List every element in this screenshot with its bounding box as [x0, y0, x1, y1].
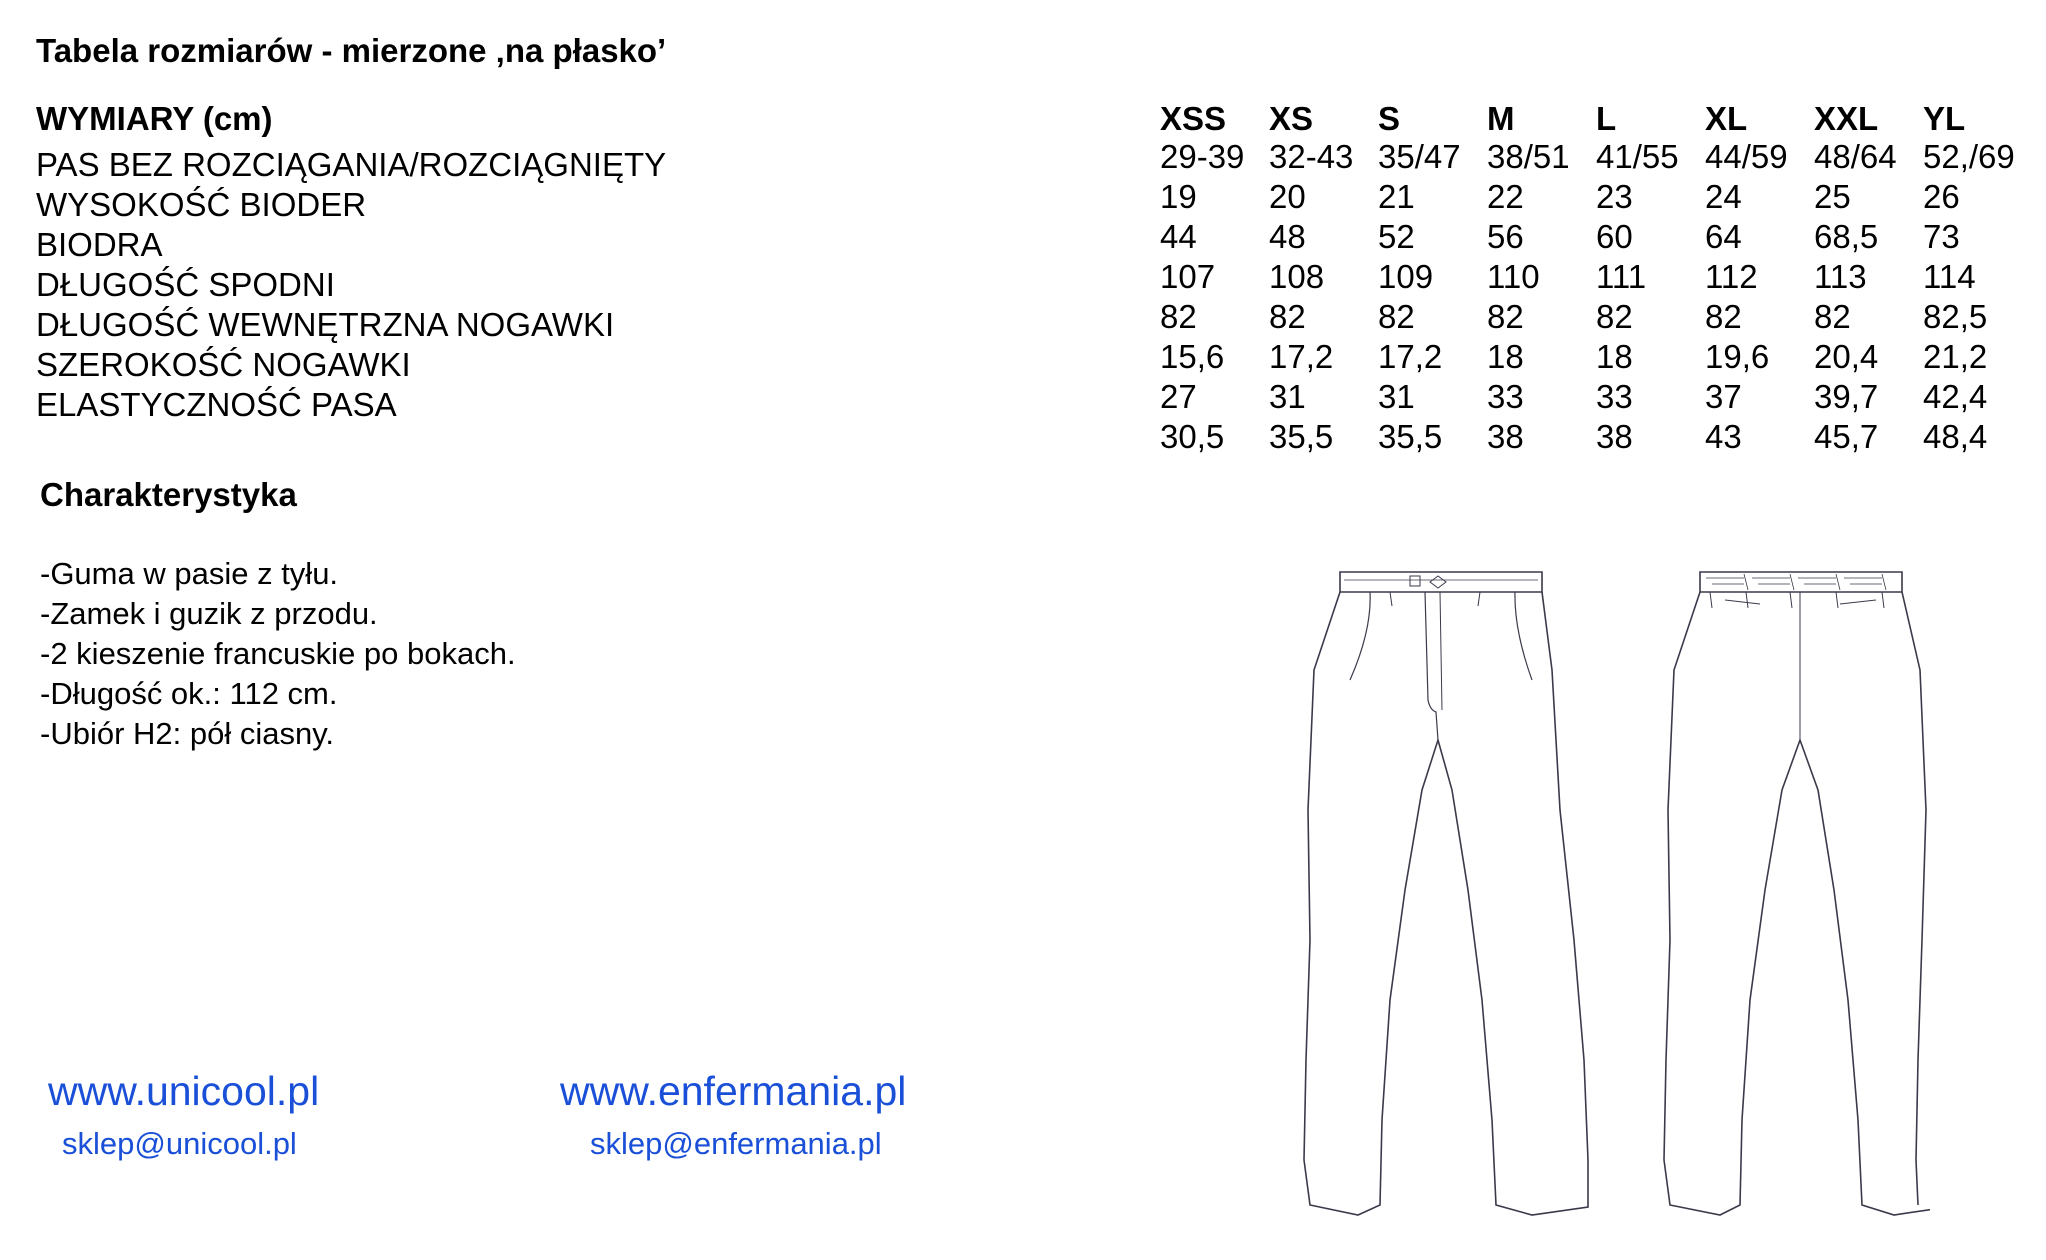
feature-item: -Guma w pasie z tyłu.: [40, 556, 339, 591]
table-cell: 25: [1814, 178, 1851, 215]
table-cell: 17,2: [1378, 338, 1443, 375]
table-cell: 52,/69: [1923, 138, 2015, 175]
table-cell: 48,4: [1923, 418, 1988, 455]
table-cell: 22: [1487, 178, 1524, 215]
table-cell: 19,6: [1705, 338, 1770, 375]
table-cell: 110: [1487, 258, 1540, 295]
table-cell: 33: [1596, 378, 1633, 415]
table-cell: 108: [1269, 258, 1325, 295]
trousers-technical-drawing: [1270, 560, 1930, 1230]
table-cell: 32-43: [1269, 138, 1354, 175]
table-cell: 82: [1596, 298, 1633, 335]
table-cell: 82: [1814, 298, 1851, 335]
table-cell: 113: [1814, 258, 1867, 295]
trousers-back-view: [1664, 572, 1930, 1215]
size-header-xss: XSS: [1160, 100, 1227, 137]
feature-item: -Zamek i guzik z przodu.: [40, 596, 378, 631]
table-cell: 29-39: [1160, 138, 1245, 175]
table-cell: 39,7: [1814, 378, 1879, 415]
table-cell: 20,4: [1814, 338, 1879, 375]
row-label-inseam: DŁUGOŚĆ WEWNĘTRZNA NOGAWKI: [36, 306, 615, 343]
table-header-label: WYMIARY (cm): [36, 100, 273, 137]
row-label-leg-width: SZEROKOŚĆ NOGAWKI: [36, 346, 411, 383]
size-header-yl: YL: [1923, 100, 1966, 137]
table-cell: 44: [1160, 218, 1197, 255]
table-cell: 107: [1160, 258, 1216, 295]
page-title: Tabela rozmiarów - mierzone ‚na płasko’: [36, 32, 667, 69]
table-cell: 35,5: [1378, 418, 1443, 455]
table-cell: 42,4: [1923, 378, 1988, 415]
table-cell: 23: [1596, 178, 1633, 215]
table-cell: 31: [1378, 378, 1415, 415]
table-cell: 24: [1705, 178, 1742, 215]
row-label-length: DŁUGOŚĆ SPODNI: [36, 266, 335, 303]
feature-item: -Długość ok.: 112 cm.: [40, 676, 338, 711]
feature-item: -Ubiór H2: pół ciasny.: [40, 716, 335, 751]
table-cell: 82: [1487, 298, 1524, 335]
table-cell: 82: [1378, 298, 1415, 335]
table-cell: 20: [1269, 178, 1306, 215]
table-cell: 18: [1487, 338, 1524, 375]
table-cell: 27: [1160, 378, 1197, 415]
table-cell: 15,6: [1160, 338, 1225, 375]
trousers-front-view: [1304, 572, 1588, 1215]
size-header-xs: XS: [1269, 100, 1314, 137]
table-cell: 26: [1923, 178, 1960, 215]
row-label-waist: PAS BEZ ROZCIĄGANIA/ROZCIĄGNIĘTY: [36, 146, 667, 183]
row-label-hips: BIODRA: [36, 226, 163, 263]
unicool-email[interactable]: sklep@unicool.pl: [62, 1126, 297, 1161]
table-cell: 33: [1487, 378, 1524, 415]
table-cell: 114: [1923, 258, 1976, 295]
table-cell: 82: [1160, 298, 1197, 335]
row-label-hip-height: WYSOKOŚĆ BIODER: [36, 186, 367, 223]
table-cell: 112: [1705, 258, 1758, 295]
enfermania-link[interactable]: www.enfermania.pl: [560, 1068, 907, 1114]
table-cell: 82: [1269, 298, 1306, 335]
enfermania-email[interactable]: sklep@enfermania.pl: [590, 1126, 882, 1161]
size-header-s: S: [1378, 100, 1401, 137]
table-cell: 19: [1160, 178, 1197, 215]
table-cell: 111: [1596, 258, 1647, 295]
table-cell: 21: [1378, 178, 1415, 215]
table-cell: 48: [1269, 218, 1306, 255]
characteristics-heading: Charakterystyka: [40, 476, 297, 513]
table-cell: 68,5: [1814, 218, 1879, 255]
table-cell: 82,5: [1923, 298, 1988, 335]
table-cell: 18: [1596, 338, 1633, 375]
table-cell: 37: [1705, 378, 1742, 415]
feature-item: -2 kieszenie francuskie po bokach.: [40, 636, 516, 671]
table-cell: 43: [1705, 418, 1742, 455]
table-cell: 38: [1487, 418, 1524, 455]
table-cell: 60: [1596, 218, 1633, 255]
unicool-link[interactable]: www.unicool.pl: [48, 1068, 320, 1114]
table-cell: 38/51: [1487, 138, 1570, 175]
size-header-m: M: [1487, 100, 1515, 137]
table-cell: 41/55: [1596, 138, 1679, 175]
table-cell: 48/64: [1814, 138, 1897, 175]
table-cell: 73: [1923, 218, 1960, 255]
table-cell: 35/47: [1378, 138, 1461, 175]
table-cell: 52: [1378, 218, 1415, 255]
table-cell: 38: [1596, 418, 1633, 455]
table-cell: 30,5: [1160, 418, 1225, 455]
table-cell: 45,7: [1814, 418, 1879, 455]
size-header-xxl: XXL: [1814, 100, 1879, 137]
table-cell: 44/59: [1705, 138, 1788, 175]
row-label-waist-elasticity: ELASTYCZNOŚĆ PASA: [36, 386, 397, 423]
table-cell: 17,2: [1269, 338, 1334, 375]
table-cell: 109: [1378, 258, 1434, 295]
table-cell: 31: [1269, 378, 1306, 415]
size-header-l: L: [1596, 100, 1617, 137]
table-cell: 21,2: [1923, 338, 1988, 375]
table-cell: 56: [1487, 218, 1524, 255]
table-cell: 64: [1705, 218, 1742, 255]
table-cell: 35,5: [1269, 418, 1334, 455]
size-header-xl: XL: [1705, 100, 1748, 137]
table-cell: 82: [1705, 298, 1742, 335]
